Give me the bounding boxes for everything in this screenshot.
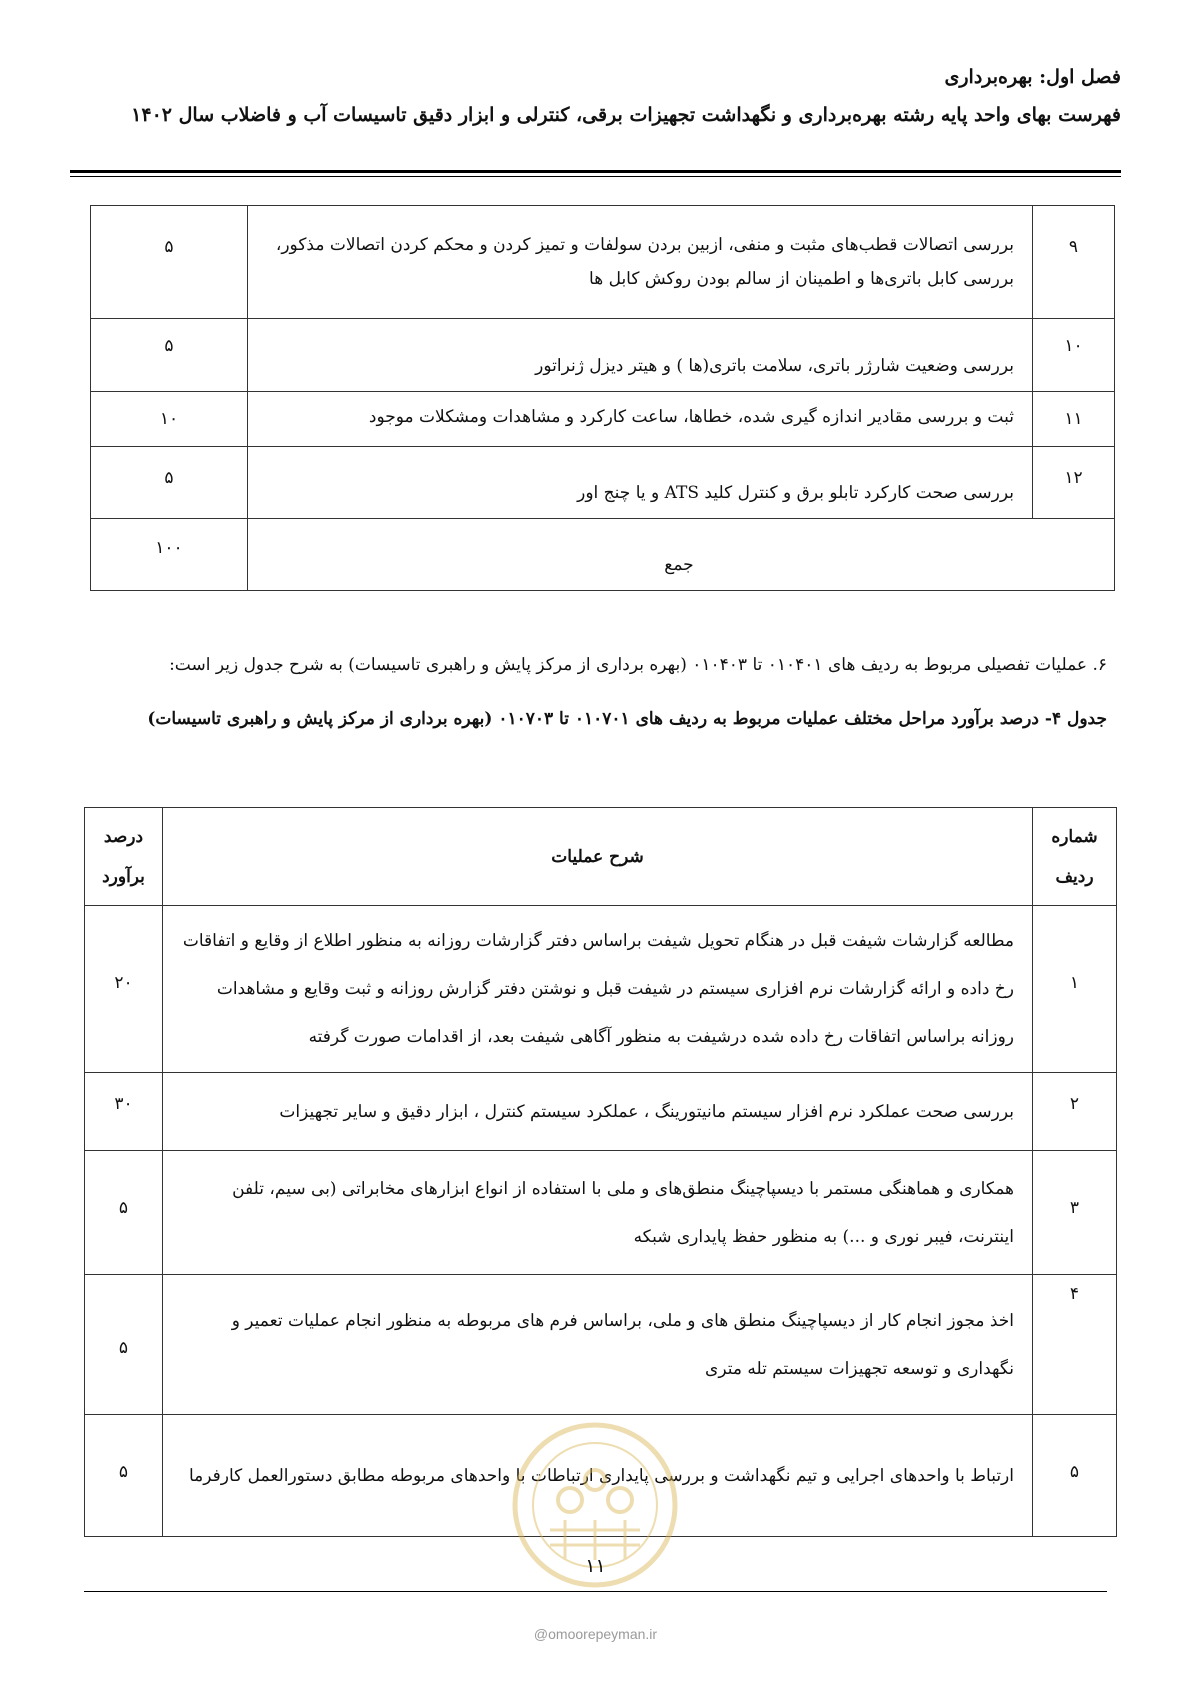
table-row	[91, 319, 1115, 392]
header-description: شرح عملیات	[163, 808, 1033, 906]
row-percent: ۵	[85, 1151, 163, 1275]
table-row	[85, 1275, 1117, 1415]
table-row	[85, 906, 1117, 1073]
row-description: اخذ مجوز انجام کار از دیسپاچینگ منطق های و ملی، براساس فرم های مربوطه به منظور انجام عملیات تعمیر و نگهداری و توسعه تجهیزات سیستم تله متری	[163, 1275, 1033, 1415]
row-number: ۱۱	[1033, 392, 1115, 447]
footer-rule	[84, 1591, 1107, 1592]
document-title: فهرست بهای واحد پایه رشته بهره‌برداری و نگهداشت تجهیزات برقی، کنترلی و ابزار دقیق تاسیسات آب و فاضلاب سال ۱۴۰۲	[131, 104, 1121, 126]
row-percent: ۲۰	[85, 906, 163, 1073]
row-percent: ۵	[85, 1275, 163, 1415]
row-description: بررسی وضعیت شارژر باتری، سلامت باتری(ها ) و هیتر دیزل ژنراتور	[248, 319, 1033, 392]
row-number: ۳	[1033, 1151, 1117, 1275]
table-row	[85, 1151, 1117, 1275]
table-total-row	[91, 519, 1115, 591]
header-percent: درصد برآورد	[85, 808, 163, 906]
header-row-number: شماره ردیف	[1033, 808, 1117, 906]
table-header-row	[85, 808, 1117, 906]
row-number: ۱	[1033, 906, 1117, 1073]
table-row	[91, 206, 1115, 319]
page-header	[70, 60, 1121, 132]
paragraph-6: ۶. عملیات تفصیلی مربوط به ردیف های ۰۱۰۴۰۱ تا ۰۱۰۴۰۳ (بهره برداری از مرکز پایش و راهبری تاسیسات) به شرح جدول زیر است:	[169, 655, 1107, 675]
website-watermark: @omoorepeyman.ir	[533, 1626, 658, 1642]
row-description: بررسی صحت کارکرد تابلو برق و کنترل کلید ATS و یا چنج اور	[248, 447, 1033, 519]
row-number: ۵	[1033, 1415, 1117, 1537]
table-row	[91, 392, 1115, 447]
row-number: ۴	[1033, 1275, 1117, 1415]
row-percent: ۵	[91, 206, 248, 319]
row-number: ۱۰	[1033, 319, 1115, 392]
row-percent: ۵	[91, 447, 248, 519]
operations-table-continued	[90, 205, 1115, 591]
row-percent: ۳۰	[85, 1073, 163, 1151]
table-row	[91, 447, 1115, 519]
row-description: ثبت و بررسی مقادیر اندازه گیری شده، خطاها، ساعت کارکرد و مشاهدات ومشکلات موجود	[248, 392, 1033, 447]
row-description: بررسی صحت عملکرد نرم افزار سیستم مانیتورینگ ، عملکرد سیستم کنترل ، ابزار دقیق و سایر تجهیزات	[163, 1073, 1033, 1151]
row-number: ۹	[1033, 206, 1115, 319]
table4-caption: جدول ۴- درصد برآورد مراحل مختلف عملیات مربوط به ردیف های ۰۱۰۷۰۱ تا ۰۱۰۷۰۳ (بهره برداری از مرکز پایش و راهبری تاسیسات)	[147, 709, 1107, 729]
row-description: بررسی اتصالات قطب‌های مثبت و منفی، ازبین بردن سولفات و تمیز کردن و محکم کردن اتصالات مذکور، بررسی کابل باتری‌ها و اطمینان از سالم بودن روکش کابل ها	[248, 206, 1033, 319]
table-row	[85, 1073, 1117, 1151]
header-rule-thick	[70, 170, 1121, 173]
total-value: ۱۰۰	[91, 519, 248, 591]
chapter-title: فصل اول: بهره‌برداری	[944, 66, 1121, 88]
header-rule-thin	[70, 176, 1121, 177]
row-description: ارتباط با واحدهای اجرایی و تیم نگهداشت و بررسی پایداری ارتباطات با واحدهای مربوطه مطابق دستورالعمل کارفرما	[163, 1415, 1033, 1537]
row-number: ۲	[1033, 1073, 1117, 1151]
row-percent: ۵	[91, 319, 248, 392]
row-description: مطالعه گزارشات شیفت قبل در هنگام تحویل شیفت براساس دفتر گزارشات روزانه به منظور اطلاع از وقایع و اتفاقات رخ داده و ارائه گزارشات نرم افزاری سیستم در شیفت قبل و نوشتن دفتر گزارش روزانه و ثبت وقایع و مشاهدات روزانه براساس اتفاقات رخ داده شده درشیفت به منظور آگاهی شیفت بعد، از اقدامات صورت گرفته	[163, 906, 1033, 1073]
page-number: ۱۱	[585, 1555, 606, 1577]
total-label: جمع	[248, 519, 1115, 591]
row-description: همکاری و هماهنگی مستمر با دیسپاچینگ منطق‌های و ملی با استفاده از انواع ابزارهای مخابراتی (بی سیم، تلفن اینترنت، فیبر نوری و ...) به منظور حفظ پایداری شبکه	[163, 1151, 1033, 1275]
row-number: ۱۲	[1033, 447, 1115, 519]
row-percent: ۵	[85, 1415, 163, 1537]
row-percent: ۱۰	[91, 392, 248, 447]
